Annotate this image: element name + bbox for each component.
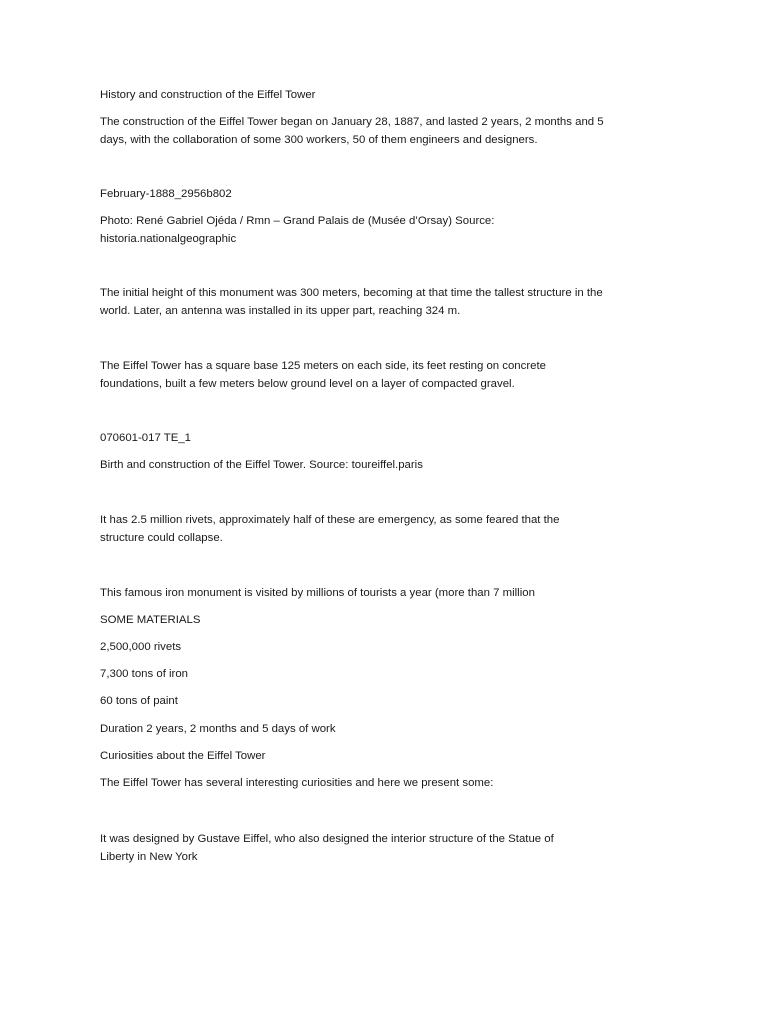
material-item: 60 tons of paint — [100, 695, 178, 707]
curiosities-intro: The Eiffel Tower has several interesting curiosities and here we present some: — [100, 777, 494, 789]
curiosities-heading: Curiosities about the Eiffel Tower — [100, 750, 266, 762]
material-item: 2,500,000 rivets — [100, 641, 182, 653]
image-reference: February-1888_2956b802 — [100, 188, 232, 200]
paragraph-base: The Eiffel Tower has a square base 125 meters on each side, its feet resting on concrete foundations, built a few meters below ground level on a layer of compacted gravel. — [100, 360, 546, 390]
material-item: 7,300 tons of iron — [100, 668, 189, 680]
paragraph-construction: The construction of the Eiffel Tower began on January 28, 1887, and lasted 2 years, 2 months and 5 days, with the collaboration of some 300 workers, 50 of them engineers and designers. — [100, 116, 604, 146]
photo-credit: Photo: René Gabriel Ojéda / Rmn – Grand Palais de (Musée d’Orsay) Source: historia.nationalgeographic — [100, 215, 495, 245]
duration-text: Duration 2 years, 2 months and 5 days of work — [100, 723, 336, 735]
materials-heading: SOME MATERIALS — [100, 614, 201, 626]
paragraph-height: The initial height of this monument was 300 meters, becoming at that time the tallest structure in the world. Later, an antenna was installed in its upper part, reaching 324 m. — [100, 287, 603, 317]
image-reference: 070601-017 TE_1 — [100, 432, 191, 444]
photo-credit: Birth and construction of the Eiffel Tower. Source: toureiffel.paris — [100, 459, 423, 471]
document-title: History and construction of the Eiffel Tower — [100, 89, 316, 101]
paragraph-visitors: This famous iron monument is visited by millions of tourists a year (more than 7 million — [100, 587, 535, 599]
paragraph-designer: It was designed by Gustave Eiffel, who also designed the interior structure of the Statue of Liberty in New York — [100, 833, 554, 863]
paragraph-rivets: It has 2.5 million rivets, approximately half of these are emergency, as some feared that the structure could collapse. — [100, 514, 560, 544]
